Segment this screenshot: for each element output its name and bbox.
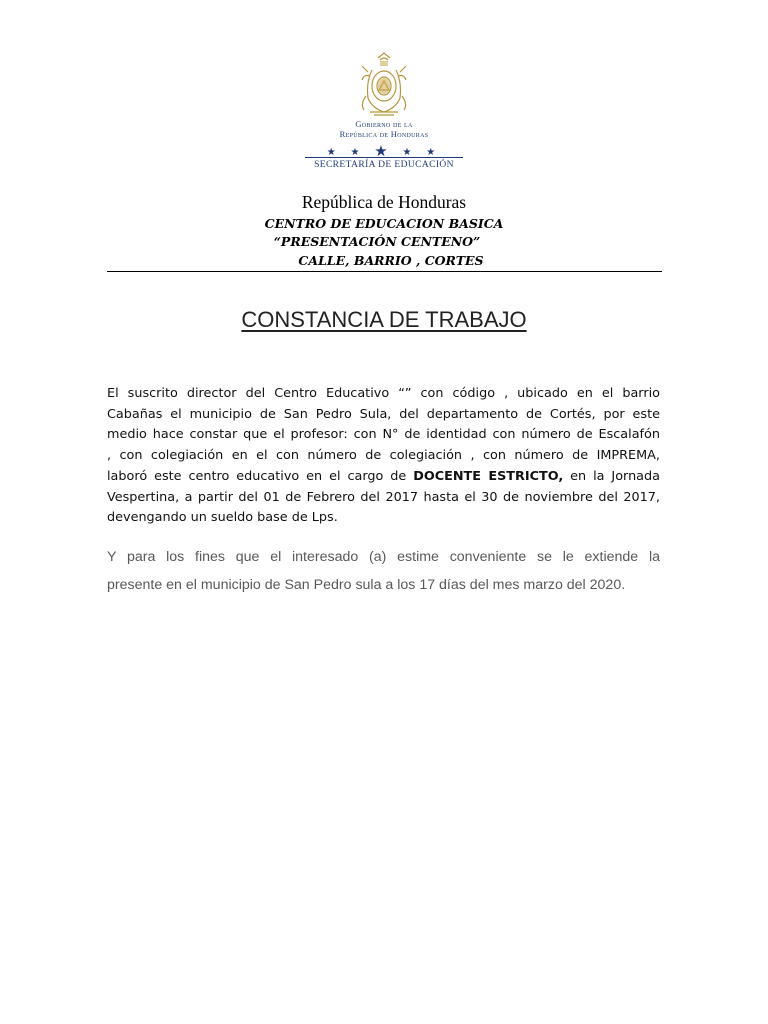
coat-of-arms-icon: [300, 52, 468, 118]
paragraph-line: devengando un sueldo base de Lps.: [107, 510, 338, 526]
header-school-name: “PRESENTACIÓN CENTENO”: [273, 234, 481, 249]
paragraph-line: presente en el municipio de San Pedro sula a los 17 días del mes marzo del 2020.: [107, 577, 626, 593]
government-seal-logo: [300, 52, 468, 176]
header-school: CENTRO DE EDUCACION BASICA: [264, 216, 504, 231]
paragraph-line: El suscrito director del Centro Educativo “” con código , ubicado en el barrio: [107, 386, 660, 401]
paragraph-text: en la Jornada: [563, 468, 660, 484]
header-address: CALLE, BARRIO , CORTES: [298, 253, 484, 268]
paragraph-line: [107, 467, 660, 488]
logo-text-line2: República de Honduras: [339, 129, 429, 139]
paragraph-text: laboró este centro educativo en el cargo de: [107, 468, 414, 484]
logo-text-line1: Gobierno de la: [355, 119, 413, 129]
five-stars-icon: ★ ★ ★ ★ ★: [326, 143, 442, 160]
paragraph-line: Y para los fines que el interesado (a) estime conveniente se le extiende la: [107, 549, 660, 565]
paragraph-line: medio hace constar que el profesor: con N° de identidad con número de Escalafón: [107, 427, 660, 443]
body-paragraph-2: [107, 543, 660, 599]
logo-department: SECRETARÍA DE EDUCACIÓN: [314, 160, 454, 170]
paragraph-line: Vespertina, a partir del 01 de Febrero del 2017 hasta el 30 de noviembre del 2017,: [107, 489, 660, 505]
position-title: DOCENTE ESTRICTO,: [413, 468, 564, 484]
document-title: [0, 307, 768, 333]
paragraph-line: Cabañas el municipio de San Pedro Sula, del departamento de Cortés, por este: [107, 406, 660, 422]
header-country: República de Honduras: [301, 192, 467, 212]
header-divider: [107, 271, 662, 272]
paragraph-line: , con colegiación en el con número de colegiación , con número de IMPREMA,: [107, 448, 660, 464]
body-paragraph-1: [107, 384, 660, 529]
document-title-text: CONSTANCIA DE TRABAJO: [241, 307, 527, 332]
logo-divider: [305, 157, 463, 158]
